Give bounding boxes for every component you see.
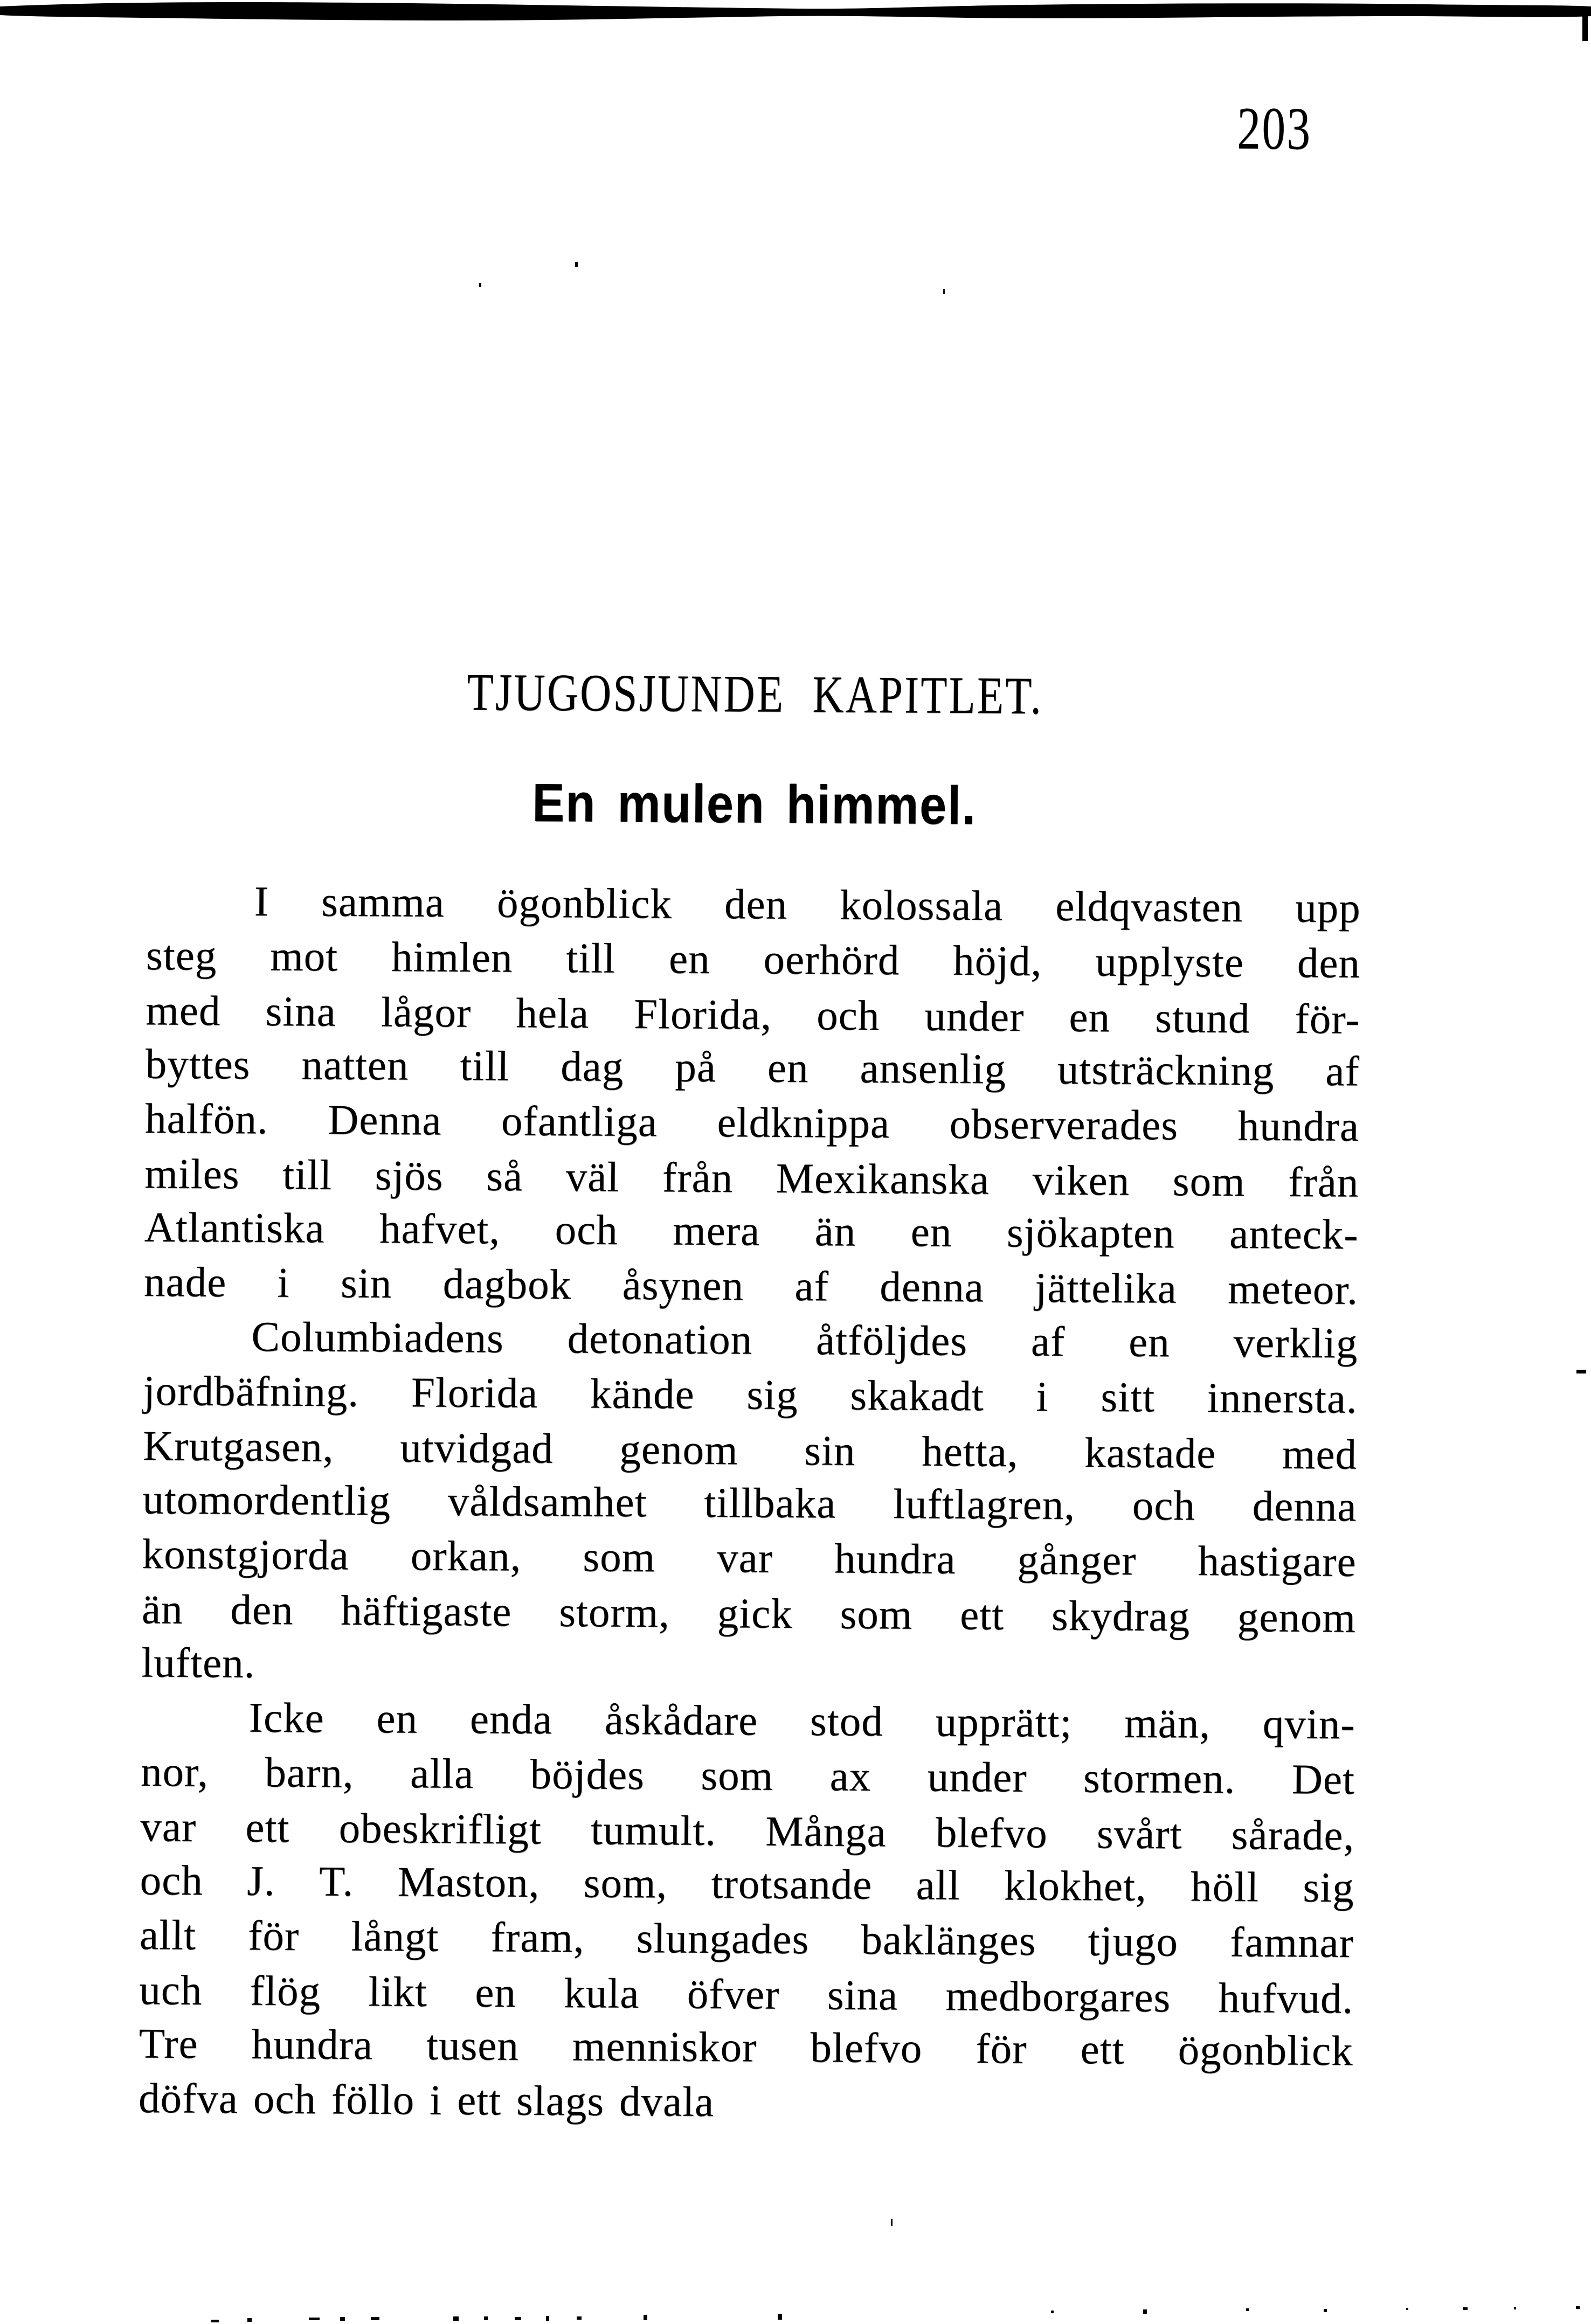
word: föllo xyxy=(331,2076,415,2124)
word: i xyxy=(1036,1373,1049,1421)
text-line xyxy=(140,1908,1354,1971)
word: en xyxy=(767,1044,809,1092)
ink-speck xyxy=(247,2318,252,2322)
word: sin xyxy=(804,1427,856,1475)
word: denna xyxy=(1252,1483,1357,1531)
word: en xyxy=(1128,1319,1170,1366)
chapter-heading: TJUGOSJUNDE KAPITLET. xyxy=(467,663,1043,726)
word: hastigare xyxy=(1198,1537,1357,1586)
word: flög xyxy=(250,1967,321,2015)
word: ögonblick xyxy=(496,879,673,928)
word: af xyxy=(794,1263,829,1310)
word: nor, xyxy=(140,1748,209,1796)
word: detonation xyxy=(567,1315,753,1364)
word: nade xyxy=(143,1258,227,1307)
word: hundra xyxy=(251,2021,373,2069)
word: åsynen xyxy=(622,1261,744,1310)
word: som xyxy=(840,1591,913,1639)
word: ett xyxy=(1080,2026,1125,2073)
word: blefvo xyxy=(810,2024,923,2072)
ink-speck xyxy=(1324,2309,1327,2312)
word: och xyxy=(816,992,880,1040)
ink-speck xyxy=(577,2316,582,2320)
word: hafvet, xyxy=(379,1205,501,1253)
text-line xyxy=(142,1527,1357,1590)
word: en xyxy=(376,1695,418,1743)
word: obeskrifligt xyxy=(338,1805,542,1854)
body-text xyxy=(139,874,1361,2134)
word: alla xyxy=(410,1750,474,1798)
ink-speck xyxy=(1246,2308,1249,2311)
word: öfver xyxy=(687,1971,780,2018)
word: ansenlig xyxy=(860,1045,1007,1093)
word: än xyxy=(814,1208,856,1255)
word: verklig xyxy=(1233,1319,1358,1368)
paragraph xyxy=(144,874,1361,1317)
word: och xyxy=(555,1206,618,1254)
word: Mexikanska xyxy=(776,1155,990,1204)
word: för xyxy=(976,2025,1027,2073)
text-line xyxy=(139,2017,1353,2079)
text-line xyxy=(140,1854,1354,1916)
ink-speck xyxy=(309,2318,320,2320)
word: qvin- xyxy=(1262,1701,1355,1749)
word: allt xyxy=(139,1911,197,1959)
word: sjökapten xyxy=(1006,1209,1175,1258)
ink-speck xyxy=(943,289,945,294)
word: af xyxy=(1325,1047,1360,1095)
word: genom xyxy=(619,1426,738,1474)
word: mot xyxy=(269,933,338,981)
ink-speck xyxy=(546,2316,549,2321)
text-line xyxy=(143,1364,1358,1426)
word: i xyxy=(429,2077,442,2124)
text-line xyxy=(143,1309,1358,1371)
word: meteor. xyxy=(1227,1266,1359,1314)
word: jordbäfning. xyxy=(143,1367,359,1416)
text-line xyxy=(144,1255,1359,1317)
text-line xyxy=(141,1745,1355,1807)
ink-speck xyxy=(1514,2307,1516,2309)
word: genom xyxy=(1237,1594,1357,1642)
word: innersta. xyxy=(1207,1375,1358,1423)
word: likt xyxy=(368,1968,428,2016)
word: upp xyxy=(1295,884,1361,932)
word: häftigaste xyxy=(341,1587,512,1636)
word: en xyxy=(1069,994,1111,1042)
word: baklänges xyxy=(861,1916,1036,1965)
word: och xyxy=(1132,1482,1196,1530)
word: menniskor xyxy=(572,2023,757,2071)
word: steg xyxy=(146,932,217,980)
word: med xyxy=(146,987,221,1035)
word: ögonblick xyxy=(1178,2027,1353,2075)
word: åskådare xyxy=(604,1696,758,1745)
text-line xyxy=(142,1582,1357,1646)
word: barn, xyxy=(265,1749,354,1797)
text-line xyxy=(144,1147,1359,1210)
word: fram, xyxy=(490,1914,585,1962)
word: sin xyxy=(340,1260,392,1308)
ink-speck xyxy=(1576,2306,1580,2309)
word: Columbiadens xyxy=(251,1313,504,1362)
word: Icke xyxy=(248,1694,324,1742)
word: J. xyxy=(246,1857,275,1905)
word: kastade xyxy=(1084,1430,1216,1477)
word: var xyxy=(716,1535,773,1582)
word: som xyxy=(1172,1158,1246,1206)
word: som xyxy=(701,1752,774,1800)
word: Många xyxy=(765,1808,887,1856)
word: stormen. xyxy=(1083,1754,1236,1803)
word: med xyxy=(1282,1431,1358,1479)
word: och xyxy=(253,2076,317,2124)
word: från xyxy=(1288,1158,1359,1206)
word: tillbaka xyxy=(704,1479,836,1528)
word: för xyxy=(247,1912,300,1960)
word: den xyxy=(230,1586,294,1634)
word: ett xyxy=(245,1804,290,1852)
word: ax xyxy=(829,1753,871,1800)
word: till xyxy=(282,1151,333,1199)
ink-speck xyxy=(575,262,578,267)
word: skydrag xyxy=(1051,1592,1191,1641)
word: medborgares xyxy=(945,1973,1171,2022)
word: halfön. xyxy=(144,1095,268,1143)
word: sitt xyxy=(1101,1373,1156,1421)
word: långt xyxy=(351,1913,439,1961)
word: T. xyxy=(319,1858,354,1905)
word: böjdes xyxy=(530,1751,645,1799)
word: under xyxy=(924,993,1025,1041)
word: sina xyxy=(265,988,337,1036)
word: den xyxy=(724,881,788,928)
paragraph xyxy=(141,1309,1358,1698)
word: slungades xyxy=(636,1915,810,1964)
word: i xyxy=(277,1259,290,1307)
word: himlen xyxy=(391,934,513,982)
word: natten xyxy=(301,1042,409,1090)
word: stund xyxy=(1154,994,1250,1043)
word: som xyxy=(583,1534,656,1581)
word: åtföljdes xyxy=(815,1317,968,1365)
ink-speck xyxy=(1051,2311,1054,2313)
word: från xyxy=(662,1154,734,1202)
word: all xyxy=(916,1862,960,1909)
word: upplyste xyxy=(1095,938,1244,987)
word: Florida, xyxy=(633,990,772,1039)
text-line xyxy=(139,2071,1353,2134)
word: döfva xyxy=(138,2075,239,2123)
ink-speck xyxy=(1576,1370,1586,1373)
ink-speck xyxy=(340,2317,345,2321)
word: Florida xyxy=(411,1369,538,1417)
word: Denna xyxy=(327,1097,442,1144)
word: gick xyxy=(717,1590,793,1638)
word: väl xyxy=(565,1153,620,1201)
word: hela xyxy=(516,990,590,1038)
text-line xyxy=(141,1690,1355,1752)
word: en xyxy=(475,1969,517,2017)
word: Tre xyxy=(139,2020,198,2068)
word: hetta, xyxy=(921,1428,1019,1476)
word: ett xyxy=(456,2077,502,2125)
text-line xyxy=(141,1636,1356,1698)
text-line xyxy=(146,983,1360,1047)
word: stod xyxy=(810,1698,884,1745)
word: klokhet, xyxy=(1004,1862,1147,1910)
word: sina xyxy=(827,1972,898,2020)
ink-speck xyxy=(453,2316,459,2321)
word: och xyxy=(140,1857,204,1905)
word: en xyxy=(668,935,710,983)
word: den xyxy=(1297,940,1361,987)
ink-speck xyxy=(515,2317,521,2320)
ink-speck xyxy=(1406,2308,1408,2310)
word: konstgjorda xyxy=(142,1530,350,1579)
text-line xyxy=(146,874,1361,936)
word: lågor xyxy=(381,989,472,1037)
word: ofantliga xyxy=(501,1098,658,1146)
word: på xyxy=(675,1044,717,1092)
ink-speck xyxy=(484,2316,488,2320)
word: dagbok xyxy=(442,1260,572,1309)
word: utomordentlig xyxy=(142,1476,391,1525)
word: slags xyxy=(516,2077,605,2125)
word: Maston, xyxy=(397,1858,540,1907)
text-line xyxy=(143,1419,1358,1482)
text-line xyxy=(139,1963,1354,2027)
page-number: 203 xyxy=(1236,95,1312,163)
word: samma xyxy=(321,878,445,926)
word: män, xyxy=(1124,1699,1211,1747)
word: storm, xyxy=(558,1588,670,1637)
word: sjös xyxy=(375,1152,444,1200)
word: Krutgasen, xyxy=(142,1423,334,1471)
chapter-subtitle: En mulen himmel. xyxy=(532,772,977,836)
word: eldknippa xyxy=(717,1099,890,1148)
word: våldsamhet xyxy=(447,1478,647,1527)
word: sig xyxy=(746,1371,798,1419)
word: dag xyxy=(561,1043,624,1091)
word: hufvud. xyxy=(1218,1974,1354,2023)
text-line xyxy=(144,1201,1359,1262)
word: dvala xyxy=(619,2078,715,2126)
word: oerhörd xyxy=(763,936,900,984)
word: skakadt xyxy=(850,1372,985,1420)
ink-speck xyxy=(891,2219,893,2226)
word: höjd, xyxy=(952,937,1042,986)
word: hundra xyxy=(834,1535,956,1583)
word: kände xyxy=(590,1370,695,1418)
word: hundra xyxy=(1237,1102,1360,1150)
word: uch xyxy=(139,1967,203,2015)
word: Atlantiska xyxy=(144,1204,325,1252)
word: anteck- xyxy=(1229,1210,1359,1259)
word: eldqvasten xyxy=(1055,883,1243,932)
word: orkan, xyxy=(410,1532,522,1580)
text-line xyxy=(140,1800,1355,1863)
word: Det xyxy=(1291,1756,1355,1803)
text-line xyxy=(145,1037,1360,1099)
paragraph xyxy=(139,1690,1355,2134)
word: jättelika xyxy=(1035,1264,1178,1313)
word: gånger xyxy=(1017,1536,1137,1585)
word: var xyxy=(140,1803,197,1851)
word: tjugo xyxy=(1088,1918,1179,1966)
word: utsträckning xyxy=(1057,1046,1275,1095)
word: sig xyxy=(1303,1864,1354,1912)
word: svårt xyxy=(1096,1810,1182,1858)
ink-speck xyxy=(1143,2309,1147,2314)
word: som, xyxy=(583,1860,668,1907)
word: ett xyxy=(959,1592,1005,1639)
word: tumult. xyxy=(590,1807,717,1855)
text-line xyxy=(142,1473,1357,1535)
word: byttes xyxy=(145,1040,251,1088)
word: denna xyxy=(879,1264,985,1312)
word: under xyxy=(927,1753,1027,1801)
word: mera xyxy=(672,1207,760,1255)
word: till xyxy=(460,1043,510,1090)
ink-speck xyxy=(371,2317,379,2320)
ink-speck xyxy=(1463,2307,1468,2310)
word: af xyxy=(1030,1318,1066,1366)
word: kula xyxy=(564,1969,640,2017)
word: tusen xyxy=(426,2022,520,2070)
word: utvidgad xyxy=(399,1424,554,1473)
word: än xyxy=(141,1586,183,1633)
word: miles xyxy=(144,1150,240,1198)
word: luftlagren, xyxy=(893,1481,1076,1529)
text-line xyxy=(146,928,1361,991)
text-line xyxy=(145,1092,1360,1154)
word: luften. xyxy=(141,1639,255,1687)
word: för- xyxy=(1295,995,1360,1043)
word: viken xyxy=(1032,1157,1130,1205)
word: kolossala xyxy=(839,882,1004,930)
word: upprätt; xyxy=(935,1698,1073,1747)
word: observerades xyxy=(949,1100,1179,1149)
ink-speck xyxy=(479,283,481,287)
word: sårade, xyxy=(1231,1812,1355,1860)
ink-speck xyxy=(211,2320,219,2322)
word: I xyxy=(254,878,269,925)
word: så xyxy=(486,1153,523,1201)
word: höll xyxy=(1190,1863,1260,1911)
word: famnar xyxy=(1229,1919,1354,1967)
word: enda xyxy=(469,1696,553,1744)
word: blefvo xyxy=(935,1809,1048,1857)
ink-speck xyxy=(644,2315,647,2320)
ink-speck xyxy=(778,2314,782,2320)
word: en xyxy=(910,1209,952,1256)
word: till xyxy=(566,935,616,982)
word: trotsande xyxy=(711,1861,873,1909)
